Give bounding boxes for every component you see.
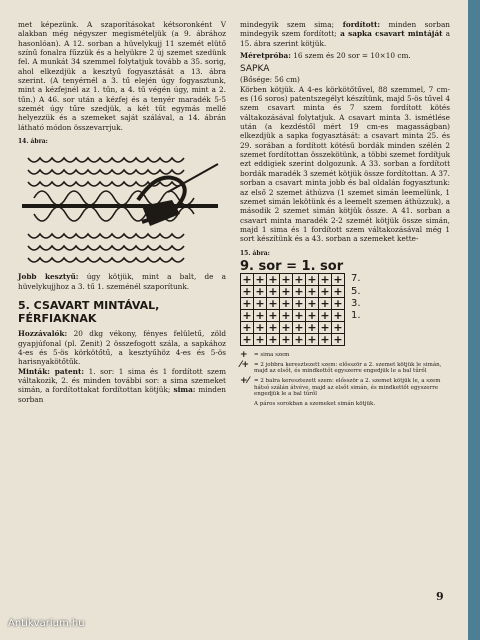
chart-row xyxy=(241,286,345,298)
right-column xyxy=(240,20,450,410)
chart-cell: + xyxy=(307,321,317,335)
chart-cell: + xyxy=(307,297,317,311)
chart-row xyxy=(241,298,345,310)
sapka-size: (Bősége: 56 cm) xyxy=(240,75,300,85)
chart-cell: + xyxy=(255,297,265,311)
paragraph-materials: Hozzávalók: 20 dkg vékony, fényes felületű, zöld gyapjúfonal (pl. Zenit) 2 összefogott szála, a sapkához 4-es és 5-ös körkötőtű, a kesztyűhöz 4-es és 5-ös harisnyakötőtűk. xyxy=(18,329,226,367)
chart-cell: + xyxy=(268,297,278,311)
paragraph-right-1: mindegyik szem sima; fordított: minden sorban mindegyik szem fordított; a sapka csavart mintáját a 15. ábra szerint kötjük. xyxy=(240,20,451,48)
paragraph-patterns: Minták: patent: 1. sor: 1 sima és 1 fordított szem váltakozik, 2. és minden további sor: a sima szemeket simán, a fordítottakat fordítottan kötjük; sima: minden sorban xyxy=(18,366,226,404)
figure-14-label: 14. ábra: xyxy=(18,138,48,146)
chart-cell: + xyxy=(242,321,252,335)
chart-cell: + xyxy=(242,297,252,311)
chart-cell: + xyxy=(242,285,252,299)
chart-cell: + xyxy=(320,273,330,287)
chart-cell: + xyxy=(294,273,304,287)
chart-cell: + xyxy=(307,273,317,287)
chart-cell: + xyxy=(333,285,343,299)
chart-row-number: 5. xyxy=(351,285,361,297)
chart-row-number: 1. xyxy=(351,310,361,322)
chart-cell: + xyxy=(281,297,291,311)
page-edge-background xyxy=(468,0,480,640)
legend-text: = 2 jobbra keresztezett szem: elősször a 2. szemet kötjük le simán, majd az elsőt, és mindkettőt egyszerre engedjük le a bal tűről xyxy=(254,361,442,375)
paragraph-sapka: Körben kötjük. A 4-es körkötőtűvel, 88 szemmel, 7 cm-es (16 soros) patentszegélyt készítünk, majd 5-ös tűvel 4 szem csavart minta és 7 szem fordított kötés váltakozásával folytatjuk. A csavart minta 3. ismétlése után (a kezdéstől mért 19 cm-es magasságban) elkezdjük a sapka fogyasztását: a csavart minta 25. és 29. sorában a fordított kötésű bordák minden szélén 2 szemet fordítottan összekötünk, a többi szemet fordítjuk ezt eddigiek szerint dolgozunk. A 33. sorban a fordított bordák maradék 3 szemét kötjük össze fordítottan. A 37. sorban a csavart minta jobb és bal oldalán fogyasztunk: az első 2 szemet áthúzva (1 szemet simán leemelünk, 1 szemet simán lekötünk és a leemelt szemen áthúzzuk), a második 2 szemet simán kötjük össze. A 41. sorban a csavart minta maradék 2-2 szemét kötjük össze simán, majd 1 sima és 1 fordított szem váltakozásával még 1 sort készítünk és a 43. sorban a szemeket kette- xyxy=(240,84,450,244)
chart-cell: + xyxy=(320,333,330,347)
legend-item xyxy=(240,401,450,408)
legend-symbol: + xyxy=(240,350,248,361)
chart-cell: + xyxy=(255,285,265,299)
chart-row xyxy=(241,322,345,334)
chart-row xyxy=(241,274,345,286)
sapka-title: SAPKA xyxy=(240,64,270,75)
legend-symbol: +⁄ xyxy=(240,376,250,387)
chart-cell: + xyxy=(242,273,252,287)
chart-cell: + xyxy=(255,333,265,347)
knitting-chart-title: 9. sor = 1. sor xyxy=(240,258,344,274)
chart-cell: + xyxy=(268,321,278,335)
chart-cell: + xyxy=(320,309,330,323)
chart-cell: + xyxy=(333,333,343,347)
chart-cell: + xyxy=(307,309,317,323)
chart-cell: + xyxy=(307,333,317,347)
chart-row xyxy=(241,310,345,322)
watermark: Antikvarium.hu xyxy=(8,618,85,629)
chart-cell: + xyxy=(242,309,252,323)
chart-cell: + xyxy=(281,285,291,299)
chart-cell: + xyxy=(281,309,291,323)
chart-cell: + xyxy=(268,273,278,287)
figure-14-knitting-illustration xyxy=(18,148,226,268)
knitting-chart-row-numbers xyxy=(351,273,361,346)
chart-row xyxy=(241,334,345,346)
chart-cell: + xyxy=(255,321,265,335)
legend-text: = sima szem xyxy=(254,352,290,359)
chart-legend xyxy=(240,352,450,407)
chart-cell: + xyxy=(281,273,291,287)
chart-cell: + xyxy=(294,285,304,299)
chart-cell: + xyxy=(268,333,278,347)
page-number: 9 xyxy=(436,590,444,603)
chart-cell: + xyxy=(320,321,330,335)
chart-row-number: 3. xyxy=(351,298,361,310)
left-column xyxy=(18,20,226,404)
chart-row-number: 7. xyxy=(351,273,361,285)
chart-cell: + xyxy=(333,309,343,323)
knitting-chart xyxy=(240,273,450,346)
chart-cell: + xyxy=(294,333,304,347)
chart-cell: + xyxy=(333,273,343,287)
chart-cell: + xyxy=(307,285,317,299)
section-heading: 5. CSAVART MINTÁVAL, FÉRFIAKNAK xyxy=(18,299,160,326)
chart-cell: + xyxy=(294,309,304,323)
chart-cell: + xyxy=(333,297,343,311)
chart-cell: + xyxy=(320,285,330,299)
paragraph-right-glove: Jobb kesztyű: úgy kötjük, mint a balt, de a hüvelykujjhoz a 3. tű 1. szeménél szaporítunk. xyxy=(18,272,226,291)
figure-15-label: 15. ábra: xyxy=(240,249,270,257)
legend-text: A páros sorokban a szemeket simán kötjük. xyxy=(254,400,376,407)
paragraph-gauge: Méretpróba: 16 szem és 20 sor = 10×10 cm. xyxy=(240,51,411,61)
paragraph-left-1: met képezünk. A szaporításokat kétsoronként V alakban még négyszer megismételjük (a 9. ábrához hasonlóan). A 12. sorban a hüvelykujj 11 szemét elütő színű fonalra fűzzük és a helyükre 2 új szemet szedünk fel. A munkát 34 szemmel folytatjuk tovább a 35. sorig, ahol elkezdjük a kesztyű fogyasztását a 13. ábra szerint. (A tenyérnél a 3. tű elején úgy fogyasztunk, mint a kézfejnél az 1. tűn, a 4. tű végén úgy, mint a 2. tűn.) A 46. sor után a kézfej és a tenyér maradék 5-5 szemét úgy tűre szedjük, a két tűt egymás mellé helyezzük és a szemeket saját szálával, a 14. ábrán látható módon összevarrjuk. xyxy=(18,20,226,132)
chart-cell: + xyxy=(281,321,291,335)
chart-cell: + xyxy=(320,297,330,311)
chart-cell: + xyxy=(255,309,265,323)
chart-cell: + xyxy=(268,285,278,299)
legend-item xyxy=(240,359,450,375)
chart-cell: + xyxy=(268,309,278,323)
chart-cell: + xyxy=(281,333,291,347)
chart-cell: + xyxy=(294,321,304,335)
legend-item xyxy=(240,378,450,398)
chart-cell: + xyxy=(294,297,304,311)
legend-item xyxy=(240,352,450,359)
chart-cell: + xyxy=(333,321,343,335)
knitting-chart-grid xyxy=(240,273,345,346)
legend-symbol: ⁄+ xyxy=(240,359,250,370)
chart-cell: + xyxy=(242,333,252,347)
chart-cell: + xyxy=(255,273,265,287)
legend-symbol xyxy=(240,401,254,408)
legend-text: = 2 balra keresztezett szem: elősször a 2. szemet kötjük le, a szem hátsó szálán átvéve, majd az elsőt simán, és mindkettőt egyszerre engedjük le a bal tűről xyxy=(254,378,441,398)
